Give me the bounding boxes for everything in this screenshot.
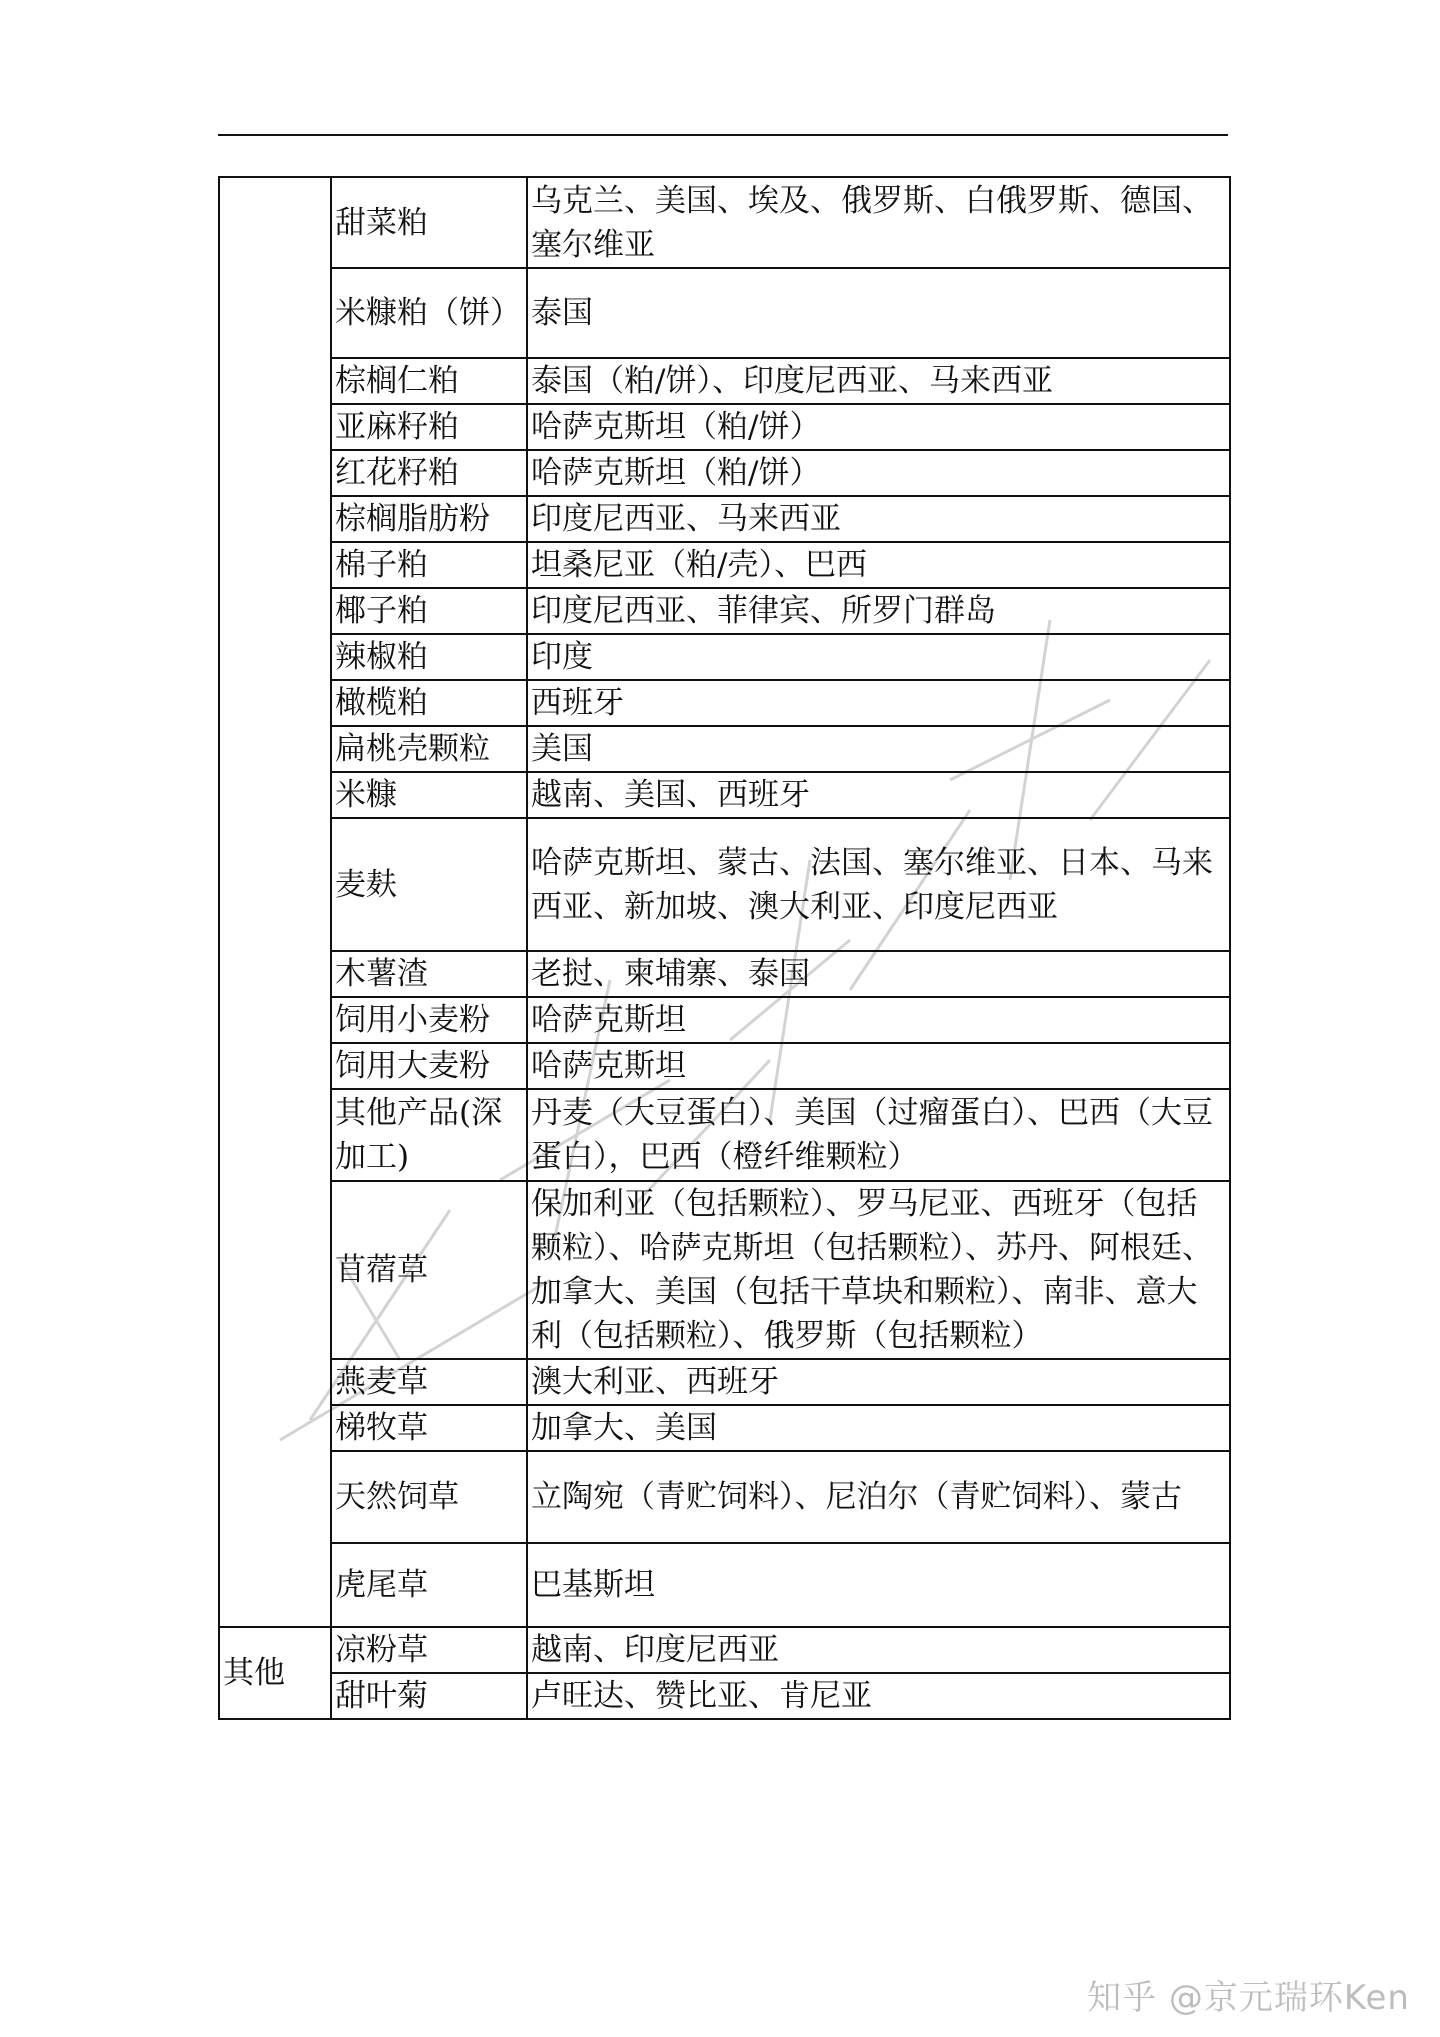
product-cell: 麦麸: [331, 818, 527, 951]
category-cell: [219, 177, 331, 1627]
table-row: [219, 404, 1230, 450]
product-cell: 亚麻籽粕: [331, 404, 527, 450]
table-row: [219, 1451, 1230, 1543]
table-row: [219, 1543, 1230, 1627]
table-row: [219, 588, 1230, 634]
origin-cell: 立陶宛（青贮饲料）、尼泊尔（青贮饲料）、蒙古: [527, 1451, 1230, 1543]
origin-cell: 哈萨克斯坦、蒙古、法国、塞尔维亚、日本、马来西亚、新加坡、澳大利亚、印度尼西亚: [527, 818, 1230, 951]
table-row: [219, 268, 1230, 358]
product-cell: 棉子粕: [331, 542, 527, 588]
origin-cell: 加拿大、美国: [527, 1405, 1230, 1451]
table-row: [219, 1181, 1230, 1359]
origin-cell: 美国: [527, 726, 1230, 772]
product-cell: 棕榈仁粕: [331, 358, 527, 404]
origin-cell: 印度尼西亚、马来西亚: [527, 496, 1230, 542]
origin-cell: 越南、美国、西班牙: [527, 772, 1230, 818]
origin-cell: 泰国（粕/饼）、印度尼西亚、马来西亚: [527, 358, 1230, 404]
table-row: [219, 1673, 1230, 1719]
product-cell: 虎尾草: [331, 1543, 527, 1627]
product-cell: 棕榈脂肪粉: [331, 496, 527, 542]
table-row: [219, 1627, 1230, 1673]
table-row: [219, 772, 1230, 818]
product-cell: 米糠: [331, 772, 527, 818]
origin-cell: 哈萨克斯坦（粕/饼）: [527, 404, 1230, 450]
table-row: [219, 634, 1230, 680]
table-row: [219, 1043, 1230, 1089]
table-row: [219, 726, 1230, 772]
product-cell: 其他产品(深加工): [331, 1089, 527, 1181]
origin-cell: 丹麦（大豆蛋白）、美国（过瘤蛋白）、巴西（大豆蛋白），巴西（橙纤维颗粒）: [527, 1089, 1230, 1181]
product-cell: 燕麦草: [331, 1359, 527, 1405]
origin-cell: 哈萨克斯坦（粕/饼）: [527, 450, 1230, 496]
table-row: [219, 1405, 1230, 1451]
product-cell: 辣椒粕: [331, 634, 527, 680]
table-row: [219, 997, 1230, 1043]
product-cell: 饲用大麦粉: [331, 1043, 527, 1089]
header-rule: [218, 134, 1228, 136]
product-cell: 椰子粕: [331, 588, 527, 634]
footer-brand: 知乎 @京元瑞环Ken: [1087, 1978, 1410, 2018]
origin-cell: 卢旺达、赞比亚、肯尼亚: [527, 1673, 1230, 1719]
product-cell: 甜菜粕: [331, 177, 527, 268]
origin-cell: 哈萨克斯坦: [527, 1043, 1230, 1089]
product-cell: 米糠粕（饼）: [331, 268, 527, 358]
origin-cell: 乌克兰、美国、埃及、俄罗斯、白俄罗斯、德国、塞尔维亚: [527, 177, 1230, 268]
table-row: [219, 951, 1230, 997]
origin-table: [218, 176, 1231, 1720]
origin-cell: 西班牙: [527, 680, 1230, 726]
product-cell: 苜蓿草: [331, 1181, 527, 1359]
category-cell: 其他: [219, 1627, 331, 1719]
product-cell: 红花籽粕: [331, 450, 527, 496]
table-row: [219, 1089, 1230, 1181]
origin-cell: 巴基斯坦: [527, 1543, 1230, 1627]
product-cell: 梯牧草: [331, 1405, 527, 1451]
origin-cell: 坦桑尼亚（粕/壳）、巴西: [527, 542, 1230, 588]
origin-cell: 泰国: [527, 268, 1230, 358]
product-cell: 甜叶菊: [331, 1673, 527, 1719]
origin-cell: 保加利亚（包括颗粒）、罗马尼亚、西班牙（包括颗粒）、哈萨克斯坦（包括颗粒）、苏丹、阿根廷、加拿大、美国（包括干草块和颗粒）、南非、意大利（包括颗粒）、俄罗斯（包括颗粒）: [527, 1181, 1230, 1359]
table-row: [219, 818, 1230, 951]
origin-cell: 澳大利亚、西班牙: [527, 1359, 1230, 1405]
table-row: [219, 177, 1230, 268]
table-row: [219, 450, 1230, 496]
origin-cell: 老挝、柬埔寨、泰国: [527, 951, 1230, 997]
origin-cell: 哈萨克斯坦: [527, 997, 1230, 1043]
origin-cell: 印度尼西亚、菲律宾、所罗门群岛: [527, 588, 1230, 634]
product-cell: 饲用小麦粉: [331, 997, 527, 1043]
table-row: [219, 1359, 1230, 1405]
product-cell: 天然饲草: [331, 1451, 527, 1543]
product-cell: 木薯渣: [331, 951, 527, 997]
product-cell: 扁桃壳颗粒: [331, 726, 527, 772]
origin-cell: 印度: [527, 634, 1230, 680]
product-cell: 凉粉草: [331, 1627, 527, 1673]
table-row: [219, 358, 1230, 404]
table-row: [219, 496, 1230, 542]
table-row: [219, 542, 1230, 588]
origin-cell: 越南、印度尼西亚: [527, 1627, 1230, 1673]
product-cell: 橄榄粕: [331, 680, 527, 726]
table-row: [219, 680, 1230, 726]
